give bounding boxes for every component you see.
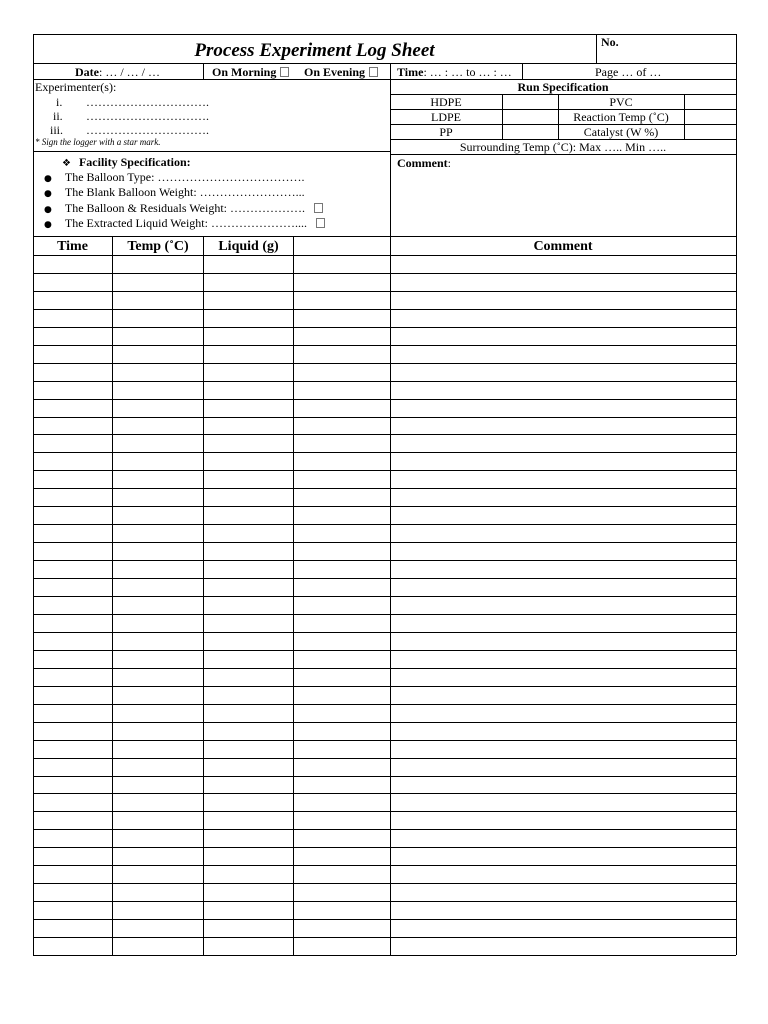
run-spec-ldpe: LDPE xyxy=(431,110,461,124)
comment-area[interactable] xyxy=(392,170,734,234)
run-spec-hdpe: HDPE xyxy=(430,95,462,109)
table-row[interactable] xyxy=(33,740,736,759)
table-row[interactable] xyxy=(33,291,736,310)
table-row[interactable] xyxy=(33,668,736,687)
table-row[interactable] xyxy=(33,273,736,292)
time-field[interactable] xyxy=(397,66,512,78)
table-row[interactable] xyxy=(33,381,736,400)
facility-item-text: The Extracted Liquid Weight: ………………….... xyxy=(64,216,307,230)
table-row[interactable] xyxy=(33,758,736,777)
evening-checkbox[interactable] xyxy=(369,67,378,77)
col-header-time: Time xyxy=(57,239,88,254)
run-spec-catalyst-value[interactable] xyxy=(685,125,735,138)
evening-option[interactable] xyxy=(304,66,378,78)
morning-checkbox[interactable] xyxy=(280,67,289,77)
table-row[interactable] xyxy=(33,901,736,920)
table-row[interactable] xyxy=(33,470,736,489)
table-row[interactable] xyxy=(33,883,736,902)
experimenters-label: Experimenter(s): xyxy=(35,80,117,94)
experimenter-field-3[interactable]: …………………………. xyxy=(86,123,209,137)
table-row[interactable] xyxy=(33,793,736,812)
residuals-checkbox[interactable] xyxy=(314,203,323,213)
experimenter-field-1[interactable]: …………………………. xyxy=(86,95,209,109)
liquid-checkbox[interactable] xyxy=(316,218,325,228)
page-title: Process Experiment Log Sheet xyxy=(194,40,435,61)
page-number: Page … of … xyxy=(595,65,662,79)
table-row[interactable] xyxy=(33,417,736,436)
bullet-icon: ● xyxy=(44,189,52,199)
table-row[interactable] xyxy=(33,704,736,723)
table-row[interactable] xyxy=(33,632,736,651)
table-row[interactable] xyxy=(33,614,736,633)
table-row[interactable] xyxy=(33,452,736,471)
table-row[interactable] xyxy=(33,488,736,507)
facility-heading-text: Facility Specification: xyxy=(78,155,191,169)
col-header-comment: Comment xyxy=(533,239,593,254)
run-spec-pvc: PVC xyxy=(609,95,633,109)
facility-heading xyxy=(62,156,191,169)
table-row[interactable] xyxy=(33,686,736,705)
table-row[interactable] xyxy=(33,327,736,346)
morning-option[interactable] xyxy=(212,66,289,78)
run-spec-pp: PP xyxy=(439,125,453,139)
table-row[interactable] xyxy=(33,776,736,795)
table-row[interactable] xyxy=(33,919,736,938)
table-row[interactable] xyxy=(33,578,736,597)
bullet-icon: ● xyxy=(44,174,52,184)
table-row[interactable] xyxy=(33,596,736,615)
bullet-icon: ● xyxy=(44,205,52,215)
experimenter-field-2[interactable]: …………………………. xyxy=(86,109,209,123)
run-spec-reaction-temp: Reaction Temp (˚C) xyxy=(573,110,669,124)
facility-item-residuals-weight[interactable] xyxy=(44,202,323,215)
table-row[interactable] xyxy=(33,363,736,382)
date-value: : … / … / … xyxy=(99,65,161,79)
table-row[interactable] xyxy=(33,524,736,543)
run-spec-reaction-temp-value[interactable] xyxy=(685,110,735,123)
col-header-temp: Temp (˚C) xyxy=(127,239,189,254)
table-row[interactable] xyxy=(33,811,736,830)
experimenter-num-1: i. xyxy=(56,95,63,109)
comment-colon: : xyxy=(447,156,451,170)
table-row[interactable] xyxy=(33,560,736,579)
table-row[interactable] xyxy=(33,847,736,866)
table-row[interactable] xyxy=(33,650,736,669)
run-spec-heading: Run Specification xyxy=(517,80,609,94)
facility-item-text: The Blank Balloon Weight: ……………………... xyxy=(64,185,305,199)
table-row[interactable] xyxy=(33,506,736,525)
facility-item-text: The Balloon Type: ………………………………. xyxy=(64,170,305,184)
table-row[interactable] xyxy=(33,829,736,848)
table-row[interactable] xyxy=(33,345,736,364)
table-row[interactable] xyxy=(33,309,736,328)
evening-label: On Evening xyxy=(304,65,366,79)
diamond-bullet-icon: ❖ xyxy=(62,158,71,169)
time-label: Time xyxy=(397,65,424,79)
facility-item-text: The Balloon & Residuals Weight: ………………. xyxy=(64,201,305,215)
run-spec-pp-value[interactable] xyxy=(503,125,557,138)
run-spec-hdpe-value[interactable] xyxy=(503,95,557,108)
comment-label-text: Comment xyxy=(397,156,448,170)
run-spec-pvc-value[interactable] xyxy=(685,95,735,108)
table-row[interactable] xyxy=(33,434,736,453)
table-row[interactable] xyxy=(33,399,736,418)
facility-item-blank-weight[interactable] xyxy=(44,186,305,199)
table-row[interactable] xyxy=(33,865,736,884)
morning-label: On Morning xyxy=(212,65,277,79)
table-row[interactable] xyxy=(33,542,736,561)
date-field[interactable] xyxy=(75,66,160,78)
facility-item-balloon-type[interactable] xyxy=(44,171,304,184)
date-label: Date xyxy=(75,65,99,79)
table-row[interactable] xyxy=(33,937,736,956)
facility-item-liquid-weight[interactable] xyxy=(44,217,325,230)
run-spec-catalyst: Catalyst (W %) xyxy=(583,125,659,139)
experimenter-num-3: iii. xyxy=(50,123,64,137)
run-spec-ldpe-value[interactable] xyxy=(503,110,557,123)
sign-note: * Sign the logger with a star mark. xyxy=(35,137,161,147)
table-row[interactable] xyxy=(33,255,736,274)
bullet-icon: ● xyxy=(44,220,52,230)
experimenter-num-2: ii. xyxy=(53,109,63,123)
time-value: : … : … to … : … xyxy=(423,65,512,79)
run-spec-surrounding-temp[interactable]: Surrounding Temp (˚C): Max ….. Min ….. xyxy=(459,140,667,154)
number-label: No. xyxy=(601,35,619,49)
comment-label xyxy=(397,157,451,169)
col-header-liquid: Liquid (g) xyxy=(218,239,279,254)
table-row[interactable] xyxy=(33,722,736,741)
